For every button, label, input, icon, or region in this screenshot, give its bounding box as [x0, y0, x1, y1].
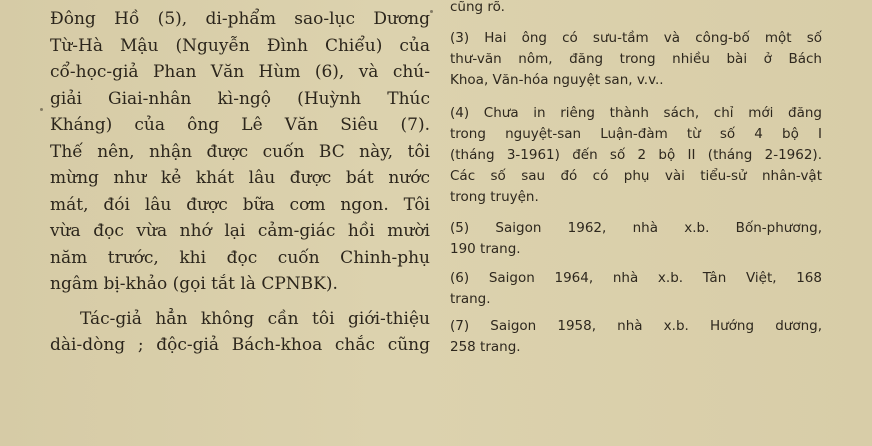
text-line: vừa đọc vừa nhớ lại cảm-giác hồi mười	[50, 221, 430, 241]
carry-line: cũng rõ.	[450, 0, 505, 15]
footnote-line: Khoa, Văn-hóa nguyệt san, v.v..	[450, 72, 664, 88]
footnote-line: (7) Saigon 1958, nhà x.b. Hướng dương,	[450, 318, 822, 334]
footnote-line: (6) Saigon 1964, nhà x.b. Tân Việt, 168	[450, 270, 822, 286]
text-line: giải Giai-nhân kì-ngộ (Huỳnh Thúc	[50, 88, 430, 109]
text-line: Thế nên, nhận được cuốn BC này, tôi	[50, 141, 430, 162]
main-text-column	[50, 0, 430, 359]
footnote-line: 190 trang.	[450, 241, 521, 257]
text-line: ngâm bị-khảo (gọi tắt là CPNBK).	[50, 274, 338, 294]
footnote-line: Các số sau đó có phụ vài tiểu-sử nhân-vật	[450, 168, 822, 184]
footnote-3	[450, 28, 822, 91]
footnote-line: trong truyện.	[450, 189, 539, 205]
text-line: cổ-học-giả Phan Văn Hùm (6), và chú-	[50, 62, 430, 82]
text-line: dài-dòng ; độc-giả Bách-khoa chắc cũng	[50, 335, 430, 355]
footnote-5	[450, 218, 822, 260]
footnote-line: (tháng 3-1961) đến số 2 bộ II (tháng 2-1962).	[450, 147, 822, 163]
footnote-6	[450, 268, 822, 310]
text-line: Kháng) của ông Lê Văn Siêu (7).	[50, 115, 430, 135]
footnote-line: (5) Saigon 1962, nhà x.b. Bốn-phương,	[450, 220, 822, 236]
footnote-line: 258 trang.	[450, 339, 521, 355]
text-line: mừng như kẻ khát lâu được bát nước	[50, 168, 430, 188]
text-line: năm trước, khi đọc cuốn Chinh-phụ	[50, 247, 430, 268]
footnote-7	[450, 316, 822, 358]
footnote-line: trong nguyệt-san Luận-đàm từ số 4 bộ I	[450, 126, 822, 142]
footnote-line: thư-văn nôm, đăng trong nhiều bài ở Bách	[450, 51, 822, 67]
text-line: Đông Hồ (5), di-phẩm sao-lục Dương	[50, 9, 430, 29]
footnote-line: (4) Chưa in riêng thành sách, chỉ mới đăng	[450, 105, 822, 121]
text-line: Từ-Hà Mậu (Nguyễn Đình Chiểu) của	[50, 35, 430, 56]
paper-speck	[430, 10, 433, 13]
footnote-line: (3) Hai ông có sưu-tầm và công-bố một số	[450, 30, 822, 46]
text-line: Tác-giả hẳn không cần tôi giới-thiệu	[80, 308, 430, 329]
footnotes-column	[450, 0, 822, 358]
text-line: mát, đói lâu được bữa cơm ngon. Tôi	[50, 194, 430, 215]
footnote-line: trang.	[450, 291, 491, 307]
paper-speck	[40, 108, 43, 111]
footnote-4	[450, 103, 822, 208]
